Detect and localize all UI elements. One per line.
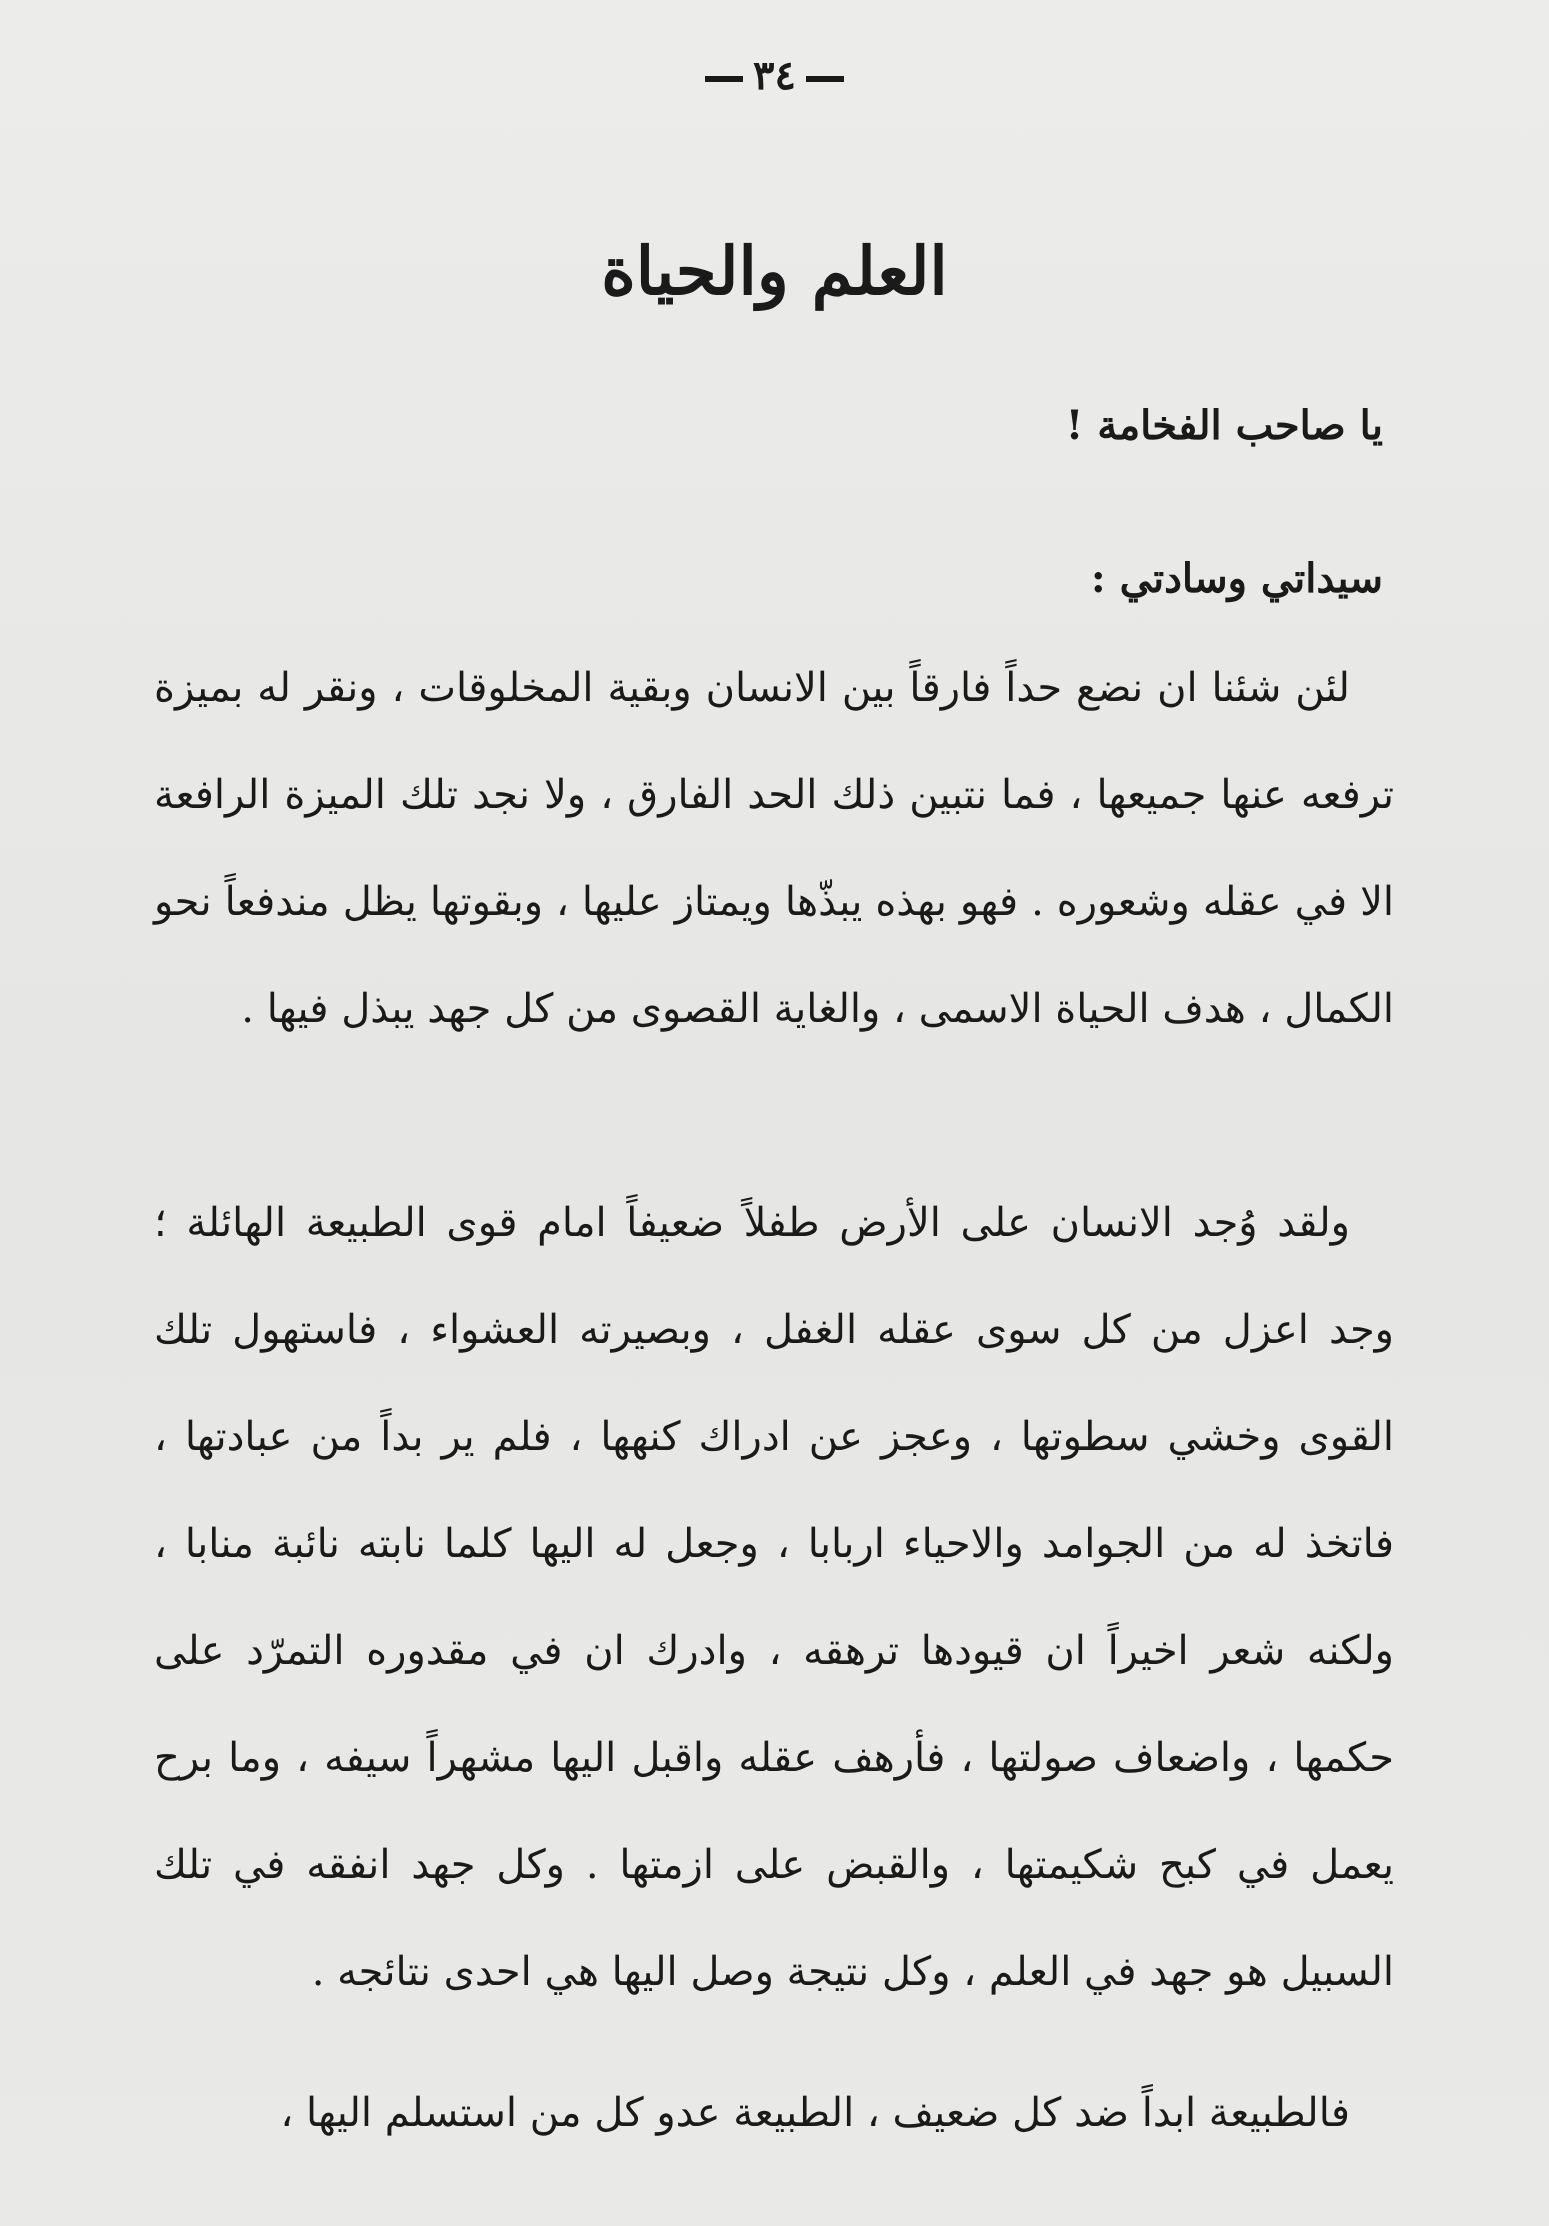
- paragraph-3: فالطبيعة ابداً ضد كل ضعيف ، الطبيعة عدو كل من استسلم اليها ،: [280, 2090, 1350, 2136]
- paragraph-2: ولقد وُجد الانسان على الأرض طفلاً ضعيفاً امام قوى الطبيعة الهائلة ؛ وجد اعزل من كل سوى عقله الغفل ، وبصيرته العشواء ، فاستهول تلك القوى وخشي سطوتها ، وعجز عن ادراك كنهها ، فلم ير بداً من عبادتها ، فاتخذ له من الجوامد والاحياء اربابا ، وجعل له اليها كلما نابته نائبة منابا ، ولكنه شعر اخيراً ان قيودها ترهقه ، وادرك ان في مقدوره التمرّد على حكمها ، واضعاف صولتها ، فأرهف عقله واقبل اليها مشهراً سيفه ، وما برح يعمل في كبح شكيمتها ، والقبض على ازمتها . وكل جهد انفقه في تلك السبيل هو جهد في العلم ، وكل نتيجة وصل اليها هي احدى نتائجه .: [154, 1200, 1395, 1995]
- page-number-value: ٣٤: [753, 52, 796, 99]
- salutation-excellency: يا صاحب الفخامة !: [1065, 402, 1383, 449]
- salutation-audience: سيداتي وسادتي :: [1090, 555, 1383, 602]
- page-number-dash-right: [806, 76, 844, 82]
- page-title: العلم والحياة: [601, 232, 948, 310]
- paragraph-1: لئن شئنا ان نضع حداً فارقاً بين الانسان وبقية المخلوقات ، ونقر له بميزة ترفعه عنها جميعها ، فما نتبين ذلك الحد الفارق ، ولا نجد تلك الميزة الرافعة الا في عقله وشعوره . فهو بهذه يبذّها ويمتاز عليها ، وبقوتها يظل مندفعاً نحو الكمال ، هدف الحياة الاسمى ، والغاية القصوى من كل جهد يبذل فيها .: [154, 665, 1394, 1032]
- page-number: [0, 52, 1549, 99]
- page-number-dash-left: [705, 76, 743, 82]
